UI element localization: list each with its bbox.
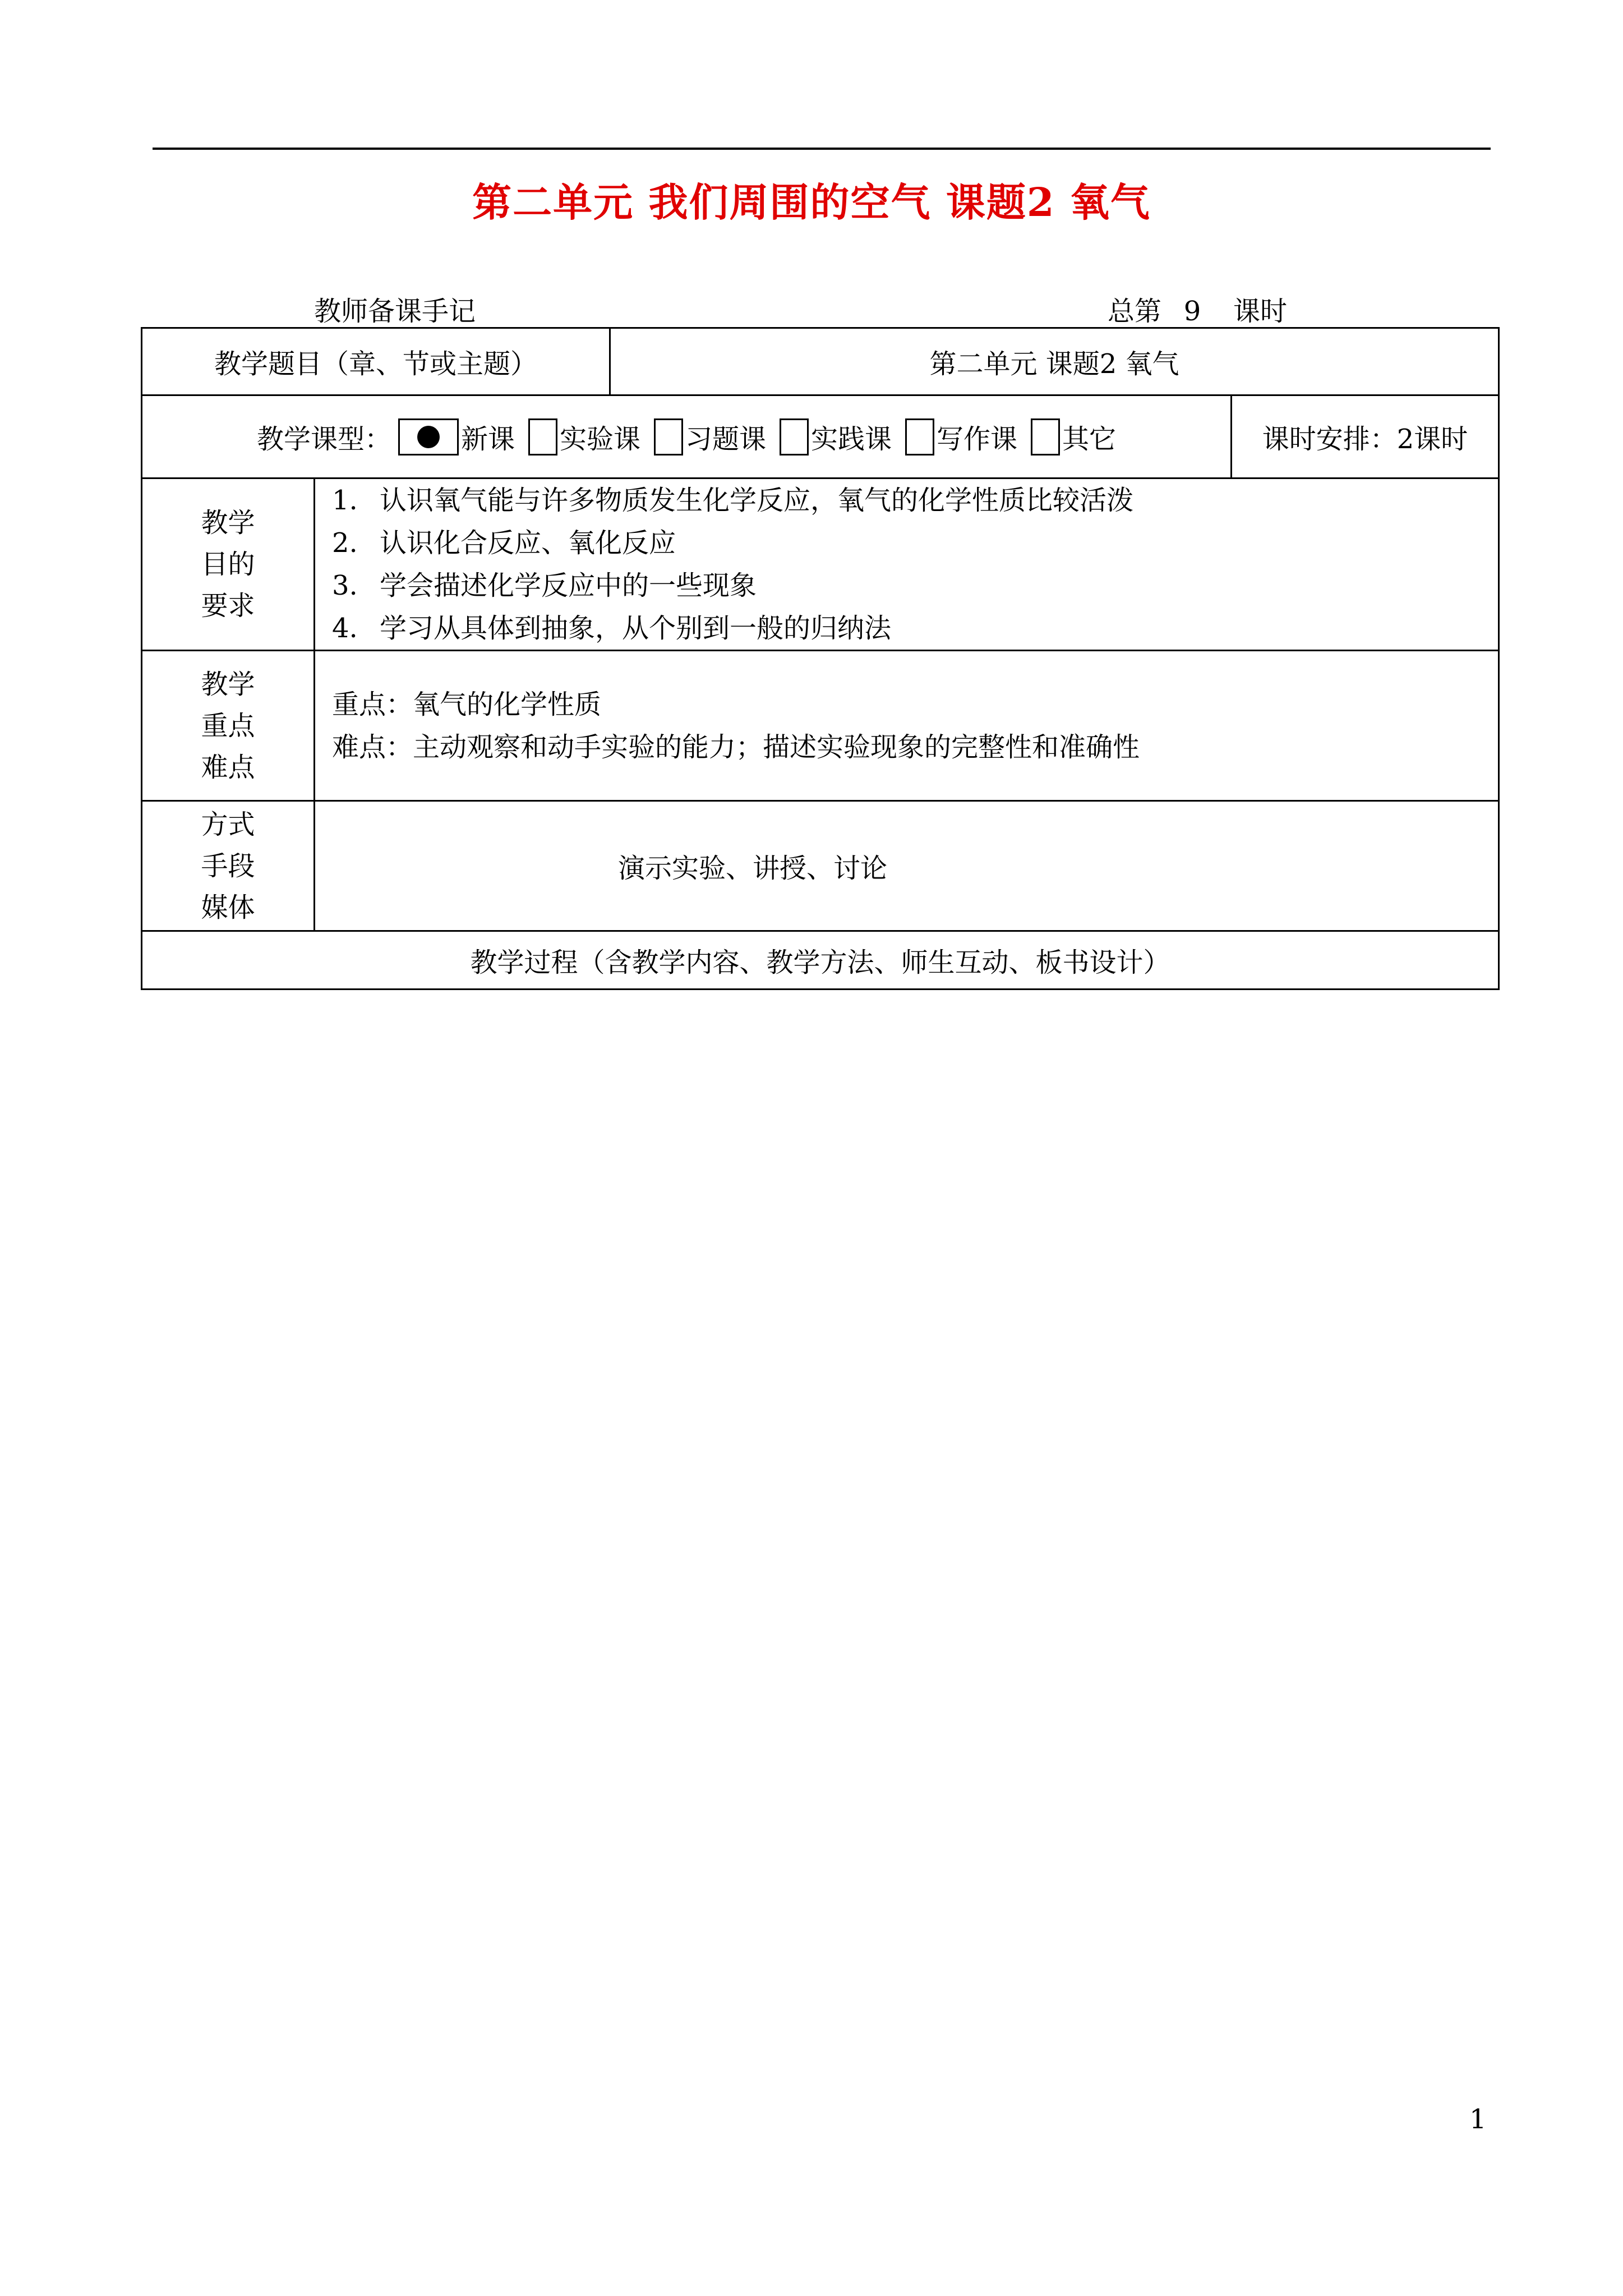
lesson-plan-table bbox=[141, 327, 1500, 990]
option-label: 写作课 bbox=[937, 424, 1018, 455]
item-number: 1. bbox=[332, 485, 358, 516]
option-practice-lesson[interactable] bbox=[780, 417, 892, 456]
methods-content bbox=[315, 802, 1498, 930]
option-exercise-lesson[interactable] bbox=[654, 417, 766, 456]
list-item bbox=[332, 479, 1498, 522]
key-points-row bbox=[142, 651, 1498, 802]
list-item bbox=[332, 522, 1498, 564]
item-number: 2. bbox=[332, 527, 358, 559]
teacher-notes-label: 教师备课手记 bbox=[314, 296, 476, 327]
top-rule bbox=[153, 148, 1491, 150]
option-experiment-lesson[interactable] bbox=[528, 417, 640, 456]
item-text: 认识氧气能与许多物质发生化学反应，氧气的化学性质比较活泼 bbox=[380, 485, 1134, 516]
label-line: 媒体 bbox=[201, 891, 255, 923]
total-suffix: 课时 bbox=[1233, 296, 1288, 327]
option-label: 实验课 bbox=[559, 424, 640, 455]
total-lesson-count bbox=[1108, 289, 1287, 328]
methods-label bbox=[142, 802, 315, 930]
label-line: 方式 bbox=[201, 808, 255, 840]
option-label: 其它 bbox=[1062, 424, 1117, 455]
checkbox[interactable] bbox=[1031, 418, 1060, 455]
key-points-label bbox=[142, 651, 315, 800]
document-title: 第二单元 我们周围的空气 课题2 氧气 bbox=[472, 179, 1151, 226]
page-number: 1 bbox=[1469, 2104, 1487, 2135]
option-writing-lesson[interactable] bbox=[905, 417, 1017, 456]
list-item bbox=[332, 564, 1498, 607]
item-text: 认识化合反应、氧化反应 bbox=[380, 527, 676, 559]
list-item bbox=[332, 607, 1498, 650]
process-row bbox=[142, 932, 1498, 988]
option-label: 新课 bbox=[460, 424, 515, 455]
topic-label: 教学题目（章、节或主题） bbox=[142, 329, 611, 394]
total-prefix: 总第 bbox=[1108, 296, 1162, 327]
label-line: 手段 bbox=[201, 850, 255, 882]
lesson-type-options bbox=[142, 396, 1232, 477]
checkbox[interactable] bbox=[654, 418, 683, 455]
checkbox[interactable] bbox=[905, 418, 934, 455]
item-number: 4. bbox=[332, 613, 358, 644]
label-line: 目的 bbox=[201, 549, 255, 580]
lesson-type-label: 教学课型： bbox=[256, 424, 391, 455]
total-number: 9 bbox=[1183, 296, 1201, 327]
label-line: 难点 bbox=[201, 751, 255, 783]
item-number: 3. bbox=[332, 570, 358, 601]
key-points-content bbox=[315, 651, 1498, 800]
label-line: 重点 bbox=[201, 710, 255, 742]
label-line: 教学 bbox=[201, 507, 255, 539]
checkbox[interactable] bbox=[528, 418, 557, 455]
lesson-type-row bbox=[142, 396, 1498, 479]
filled-circle-icon bbox=[417, 426, 440, 448]
objectives-row bbox=[142, 479, 1498, 651]
objectives-label bbox=[142, 479, 315, 650]
option-label: 习题课 bbox=[685, 424, 766, 455]
process-label: 教学过程（含教学内容、教学方法、师生互动、板书设计） bbox=[470, 947, 1170, 978]
schedule-cell: 课时安排：2课时 bbox=[1262, 424, 1468, 455]
label-line: 要求 bbox=[201, 590, 255, 622]
methods-value: 演示实验、讲授、讨论 bbox=[618, 853, 888, 884]
checkbox[interactable] bbox=[780, 418, 809, 455]
topic-row bbox=[142, 329, 1498, 396]
item-text: 学习从具体到抽象，从个别到一般的归纳法 bbox=[380, 613, 892, 644]
objectives-list bbox=[315, 479, 1498, 650]
label-line: 教学 bbox=[201, 668, 255, 700]
checkbox-checked[interactable] bbox=[398, 418, 459, 455]
key-point: 重点：氧气的化学性质 bbox=[332, 688, 602, 720]
option-label: 实践课 bbox=[811, 424, 892, 455]
option-other-lesson[interactable] bbox=[1031, 417, 1116, 456]
difficult-point: 难点：主动观察和动手实验的能力；描述实验现象的完整性和准确性 bbox=[332, 731, 1140, 763]
option-new-lesson[interactable] bbox=[398, 417, 515, 456]
item-text: 学会描述化学反应中的一些现象 bbox=[380, 570, 757, 601]
topic-value: 第二单元 课题2 氧气 bbox=[929, 348, 1179, 380]
methods-row bbox=[142, 802, 1498, 932]
